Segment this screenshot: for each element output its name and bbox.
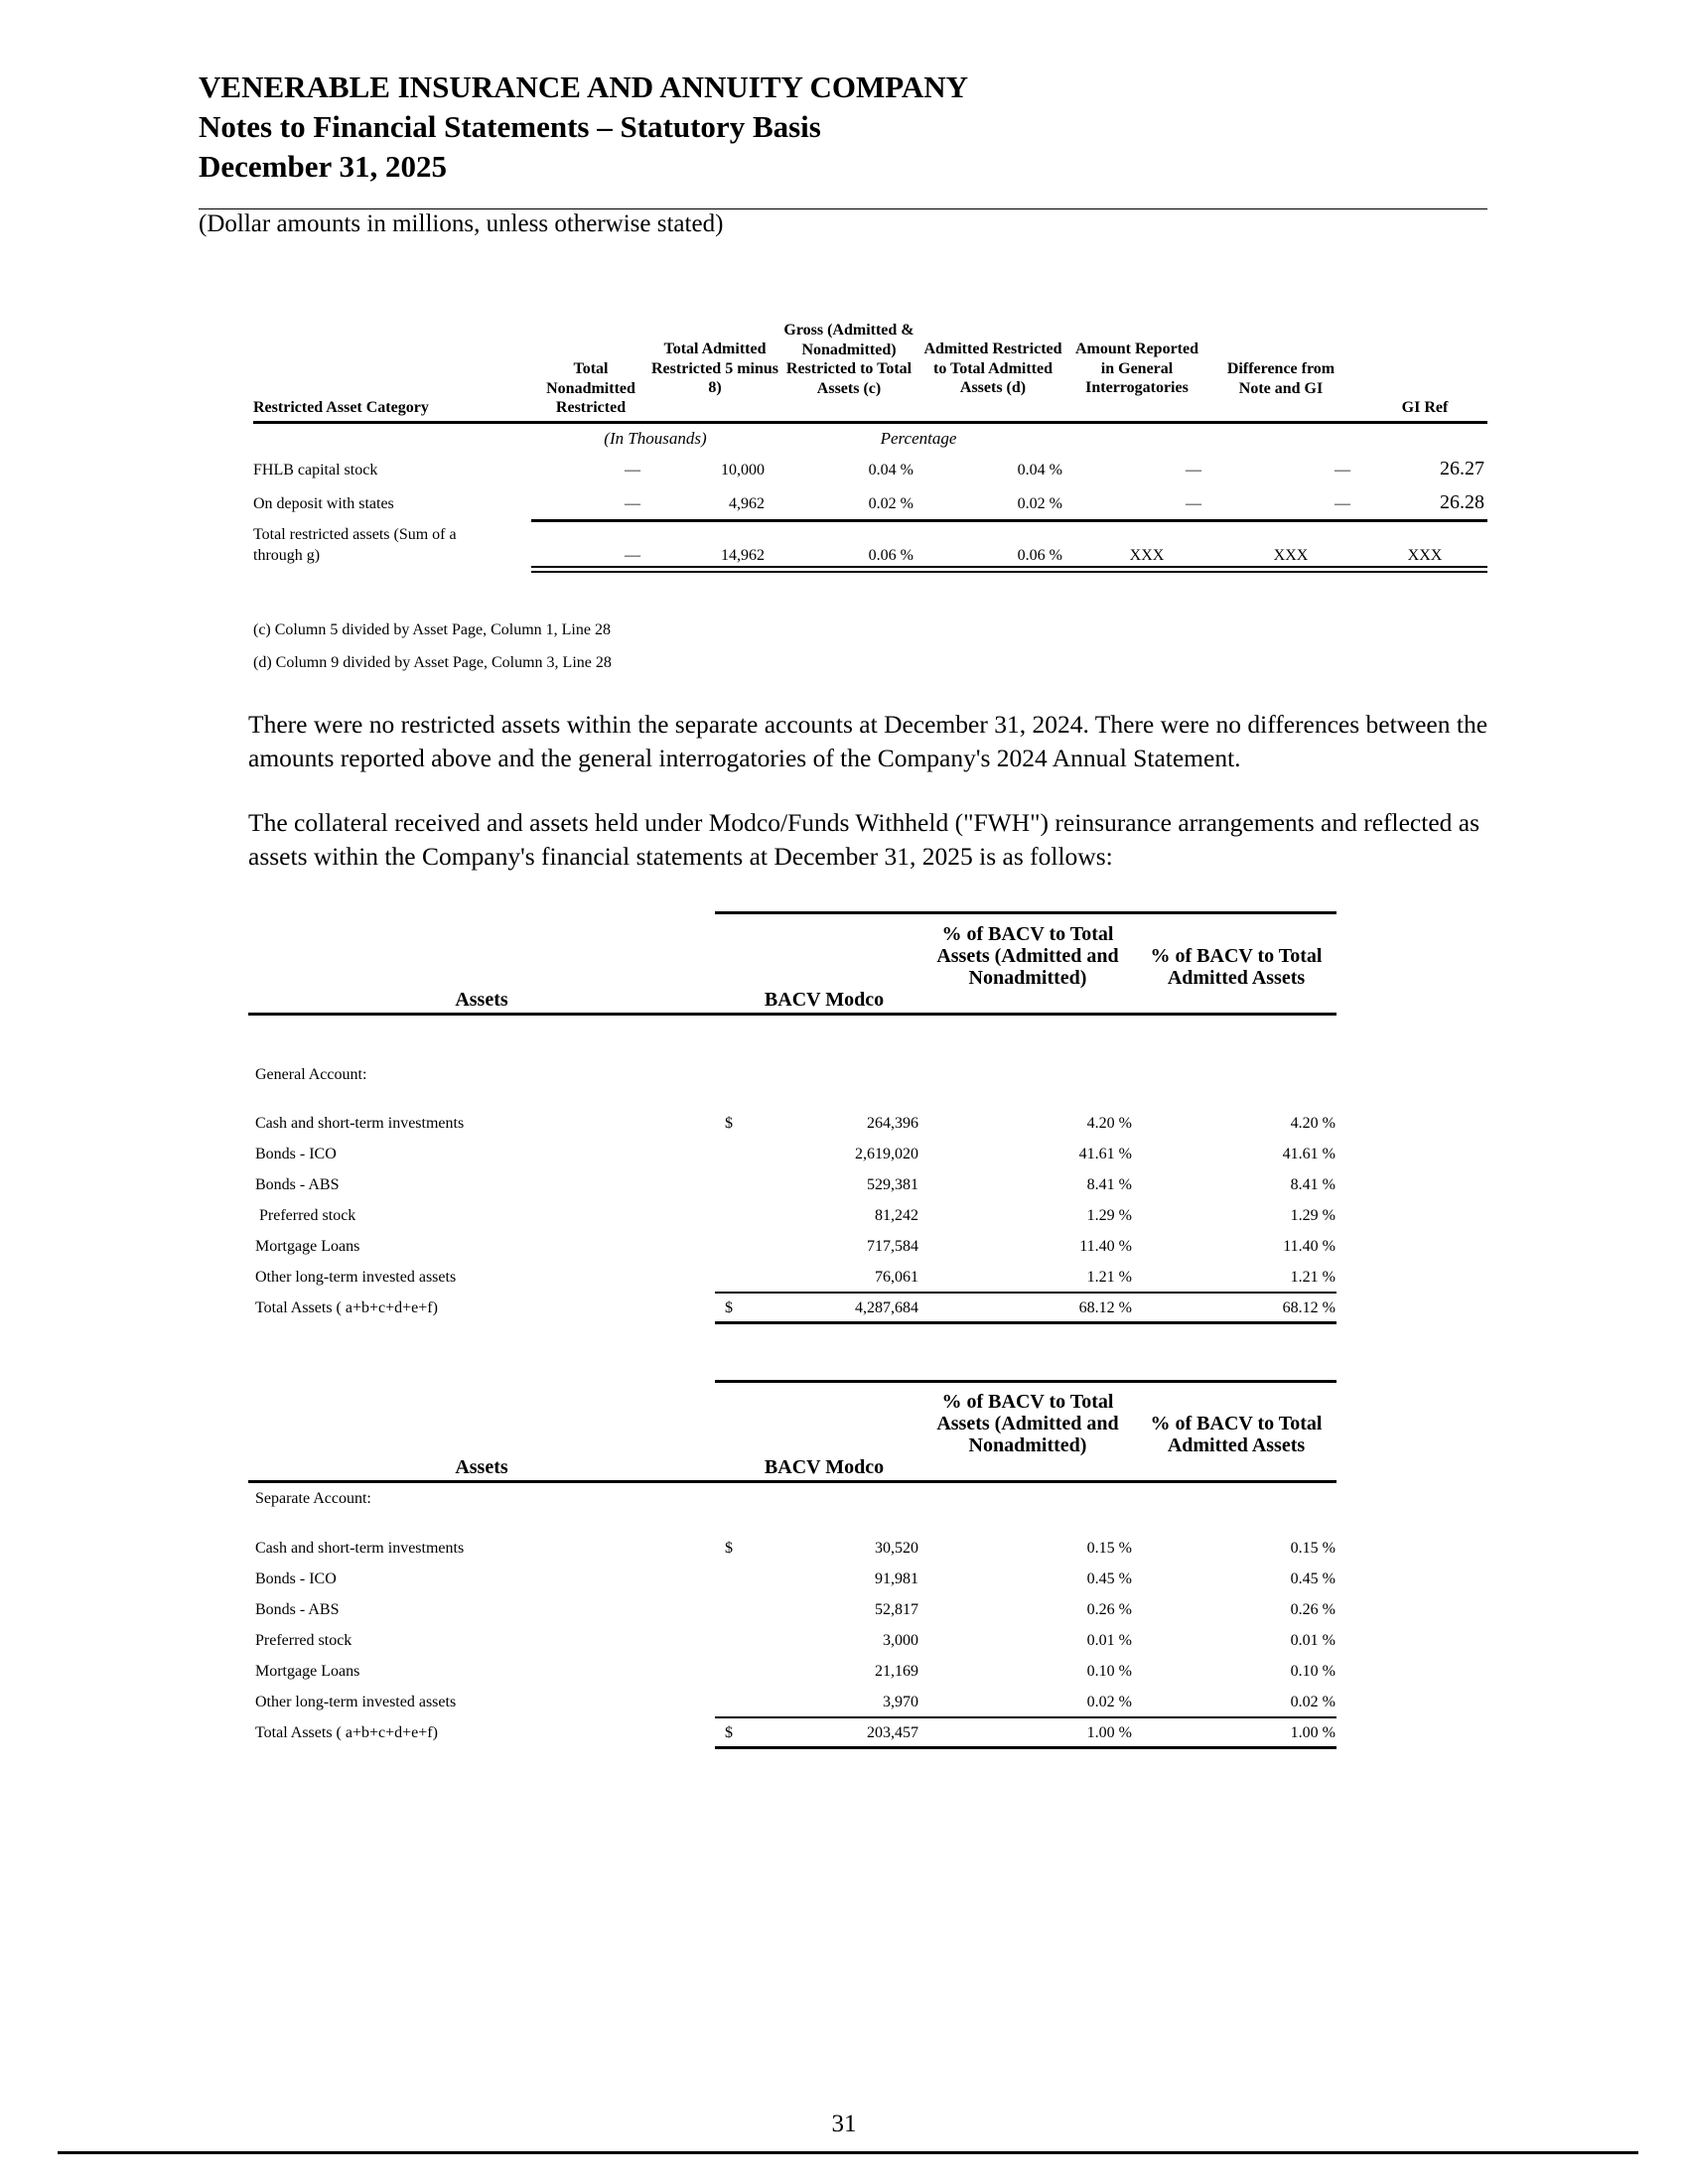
col-header-gi-ref: GI Ref [1401,399,1449,416]
pct-total-value: 0.01 % [1086,1632,1132,1649]
footnote-c: (c) Column 5 divided by Asset Page, Column 1, Line 28 [253,621,611,638]
row-label: Cash and short-term investments [255,1115,465,1132]
pct-admitted-value: 1.00 % [1290,1724,1336,1741]
admitted-pct-value: 0.04 % [1017,462,1062,478]
gi-ref-value: 26.28 [1440,491,1484,513]
currency-symbol: $ [725,1299,733,1316]
pct-total-value: 41.61 % [1078,1146,1132,1162]
col-header-assets: Assets [455,989,508,1011]
currency-symbol: $ [725,1540,733,1557]
row-label: Mortgage Loans [255,1663,360,1680]
document-title: Notes to Financial Statements – Statutory Basis [199,109,821,144]
gross-pct-value: 0.06 % [868,547,914,564]
bacv-value: 30,520 [875,1540,918,1557]
amounts-note: (Dollar amounts in millions, unless otherwise stated) [199,210,724,237]
bacv-value: 52,817 [875,1601,918,1618]
footnote-d: (d) Column 9 divided by Asset Page, Column 3, Line 28 [253,654,612,671]
pct-total-value: 1.00 % [1086,1724,1132,1741]
pct-admitted-value: 41.61 % [1282,1146,1336,1162]
company-name: VENERABLE INSURANCE AND ANNUITY COMPANY [199,69,969,104]
total-top-rule [715,1716,1336,1718]
pct-total-value: 68.12 % [1078,1299,1132,1316]
row-label: Preferred stock [255,1207,356,1224]
bacv-value: 2,619,020 [855,1146,918,1162]
bacv-value: 3,000 [883,1632,918,1649]
pct-total-value: 1.29 % [1086,1207,1132,1224]
pct-total-value: 0.26 % [1086,1601,1132,1618]
total-top-rule [531,519,1487,522]
page-number: 31 [831,2111,857,2137]
col-header-pct-admitted: % of BACV to Total Admitted Assets [1150,945,1323,989]
gross-pct-value: 0.04 % [868,462,914,478]
pct-total-value: 0.10 % [1086,1663,1132,1680]
bacv-value: 203,457 [867,1724,918,1741]
header-rule [199,208,1487,209]
paragraph-collateral: The collateral received and assets held under Modco/Funds Withheld ("FWH") reinsurance arrangements and reflected as assets within the Company's financial statements at December 31, 2025 is as follows: [248,808,1480,871]
pct-total-value: 11.40 % [1079,1238,1132,1255]
gi-ref-value: XXX [1407,547,1443,564]
row-label: Bonds - ABS [255,1601,340,1618]
row-label: Bonds - ICO [255,1570,337,1587]
difference-value: XXX [1273,547,1309,564]
pct-total-value: 4.20 % [1086,1115,1132,1132]
table-top-rule [715,1380,1336,1383]
row-label: Other long-term invested assets [255,1694,457,1710]
pct-admitted-value: 4.20 % [1290,1115,1336,1132]
bacv-value: 717,584 [867,1238,918,1255]
admitted-value: 4,962 [729,495,765,512]
statement-date: December 31, 2025 [199,149,447,184]
pct-admitted-value: 8.41 % [1290,1176,1336,1193]
units-percentage-label: Percentage [880,429,957,448]
gi-amount-value: XXX [1129,547,1165,564]
row-label: FHLB capital stock [253,462,378,478]
header-bottom-rule [248,1013,1336,1016]
col-header-admitted: Total Admitted Restricted 5 minus 8) [651,341,778,396]
row-label: Mortgage Loans [255,1238,360,1255]
difference-value: — [1335,495,1350,512]
admitted-value: 10,000 [721,462,765,478]
admitted-pct-value: 0.02 % [1017,495,1062,512]
table-top-rule [715,911,1336,914]
col-header-assets: Assets [455,1456,508,1478]
total-double-rule-2 [531,571,1487,573]
nonadmitted-value: — [625,495,640,512]
bacv-value: 81,242 [875,1207,918,1224]
col-header-bacv: BACV Modco [764,989,885,1011]
row-label: Bonds - ABS [255,1176,340,1193]
footer-rule [58,2151,1638,2154]
col-header-bacv: BACV Modco [764,1456,885,1478]
pct-admitted-value: 0.02 % [1290,1694,1336,1710]
gi-amount-value: — [1186,495,1201,512]
total-label-line2: through g) [253,547,321,564]
bacv-value: 3,970 [883,1694,918,1710]
currency-symbol: $ [725,1724,733,1741]
pct-admitted-value: 68.12 % [1282,1299,1336,1316]
col-header-pct-total: % of BACV to Total Assets (Admitted and Nonadmitted) [936,1391,1119,1456]
total-label-line1: Total restricted assets (Sum of a [253,526,457,543]
restricted-header-rule [253,421,1487,424]
pct-admitted-value: 0.26 % [1290,1601,1336,1618]
bacv-value: 529,381 [867,1176,918,1193]
row-label: Total Assets ( a+b+c+d+e+f) [255,1299,438,1316]
row-label: Total Assets ( a+b+c+d+e+f) [255,1724,438,1741]
pct-admitted-value: 1.29 % [1290,1207,1336,1224]
row-label: Other long-term invested assets [255,1269,457,1286]
col-header-gi-amount: Amount Reported in General Interrogatories [1075,341,1198,396]
col-header-nonadmitted: Total Nonadmitted Restricted [546,360,635,416]
col-header-admitted-pct: Admitted Restricted to Total Admitted Assets (d) [923,341,1062,396]
header-bottom-rule [248,1480,1336,1483]
total-bottom-rule [715,1746,1336,1749]
pct-admitted-value: 0.45 % [1290,1570,1336,1587]
bacv-value: 21,169 [875,1663,918,1680]
row-label: Cash and short-term investments [255,1540,465,1557]
gi-ref-value: 26.27 [1440,458,1484,479]
col-header-pct-total: % of BACV to Total Assets (Admitted and Nonadmitted) [936,923,1119,989]
total-bottom-rule [715,1321,1336,1324]
gross-pct-value: 0.02 % [868,495,914,512]
section-label: Separate Account: [255,1490,371,1507]
row-label: On deposit with states [253,495,394,512]
pct-admitted-value: 11.40 % [1283,1238,1336,1255]
pct-admitted-value: 0.10 % [1290,1663,1336,1680]
col-header-difference: Difference from Note and GI [1226,360,1336,397]
section-label: General Account: [255,1066,367,1083]
nonadmitted-value: — [625,462,640,478]
admitted-value: 14,962 [721,547,765,564]
units-thousands-label: (In Thousands) [604,429,707,448]
pct-total-value: 0.45 % [1086,1570,1132,1587]
gi-amount-value: — [1186,462,1201,478]
difference-value: — [1335,462,1350,478]
pct-total-value: 8.41 % [1086,1176,1132,1193]
pct-admitted-value: 0.15 % [1290,1540,1336,1557]
col-header-pct-admitted: % of BACV to Total Admitted Assets [1150,1413,1323,1456]
bacv-value: 91,981 [875,1570,918,1587]
bacv-value: 76,061 [875,1269,918,1286]
pct-total-value: 1.21 % [1086,1269,1132,1286]
nonadmitted-value: — [625,547,640,564]
pct-total-value: 0.02 % [1086,1694,1132,1710]
col-header-category: Restricted Asset Category [253,399,429,416]
paragraph-no-restricted: There were no restricted assets within the separate accounts at December 31, 2024. There were no differences between the amounts reported above and the general interrogatories of the Company's 2024 Annual Statement. [248,710,1488,772]
col-header-gross: Gross (Admitted & Nonadmitted) Restricted to Total Assets (c) [783,322,914,397]
admitted-pct-value: 0.06 % [1017,547,1062,564]
total-double-rule-1 [531,566,1487,568]
bacv-value: 264,396 [867,1115,918,1132]
pct-admitted-value: 0.01 % [1290,1632,1336,1649]
currency-symbol: $ [725,1115,733,1132]
bacv-value: 4,287,684 [855,1299,918,1316]
row-label: Bonds - ICO [255,1146,337,1162]
total-top-rule [715,1292,1336,1294]
pct-total-value: 0.15 % [1086,1540,1132,1557]
pct-admitted-value: 1.21 % [1290,1269,1336,1286]
row-label: Preferred stock [255,1632,352,1649]
